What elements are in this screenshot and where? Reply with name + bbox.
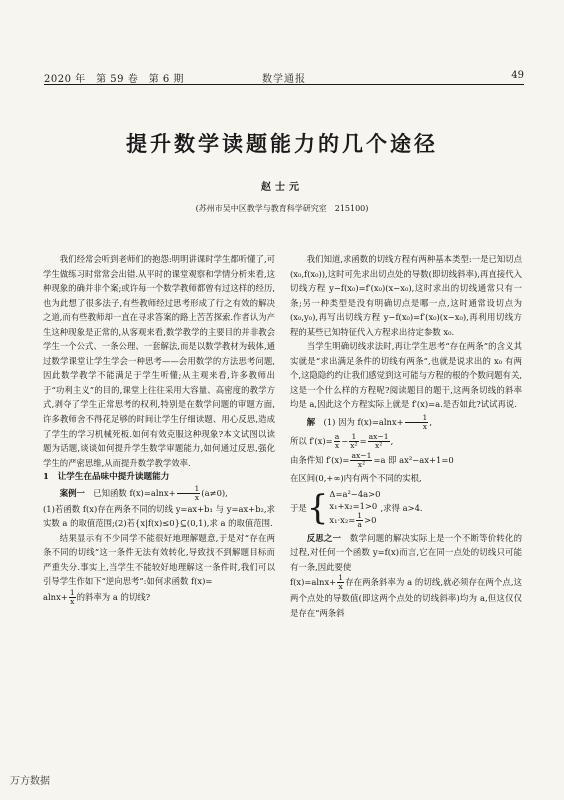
author-name: 赵士元: [261, 182, 303, 193]
reflection-paragraph: 反思之一 数学问题的解决实际上是一个不断等价转化的过程,对任何一个函数 y=f(x)而言,它在同一点处的切线只可能有一条,因此要使: [290, 532, 523, 572]
reflection-label: 反思之一: [306, 532, 342, 543]
interval-line: 在区间(0,+∞)内有两个不同的实根,: [290, 473, 422, 484]
analysis-continued: alnx+ $\frac{1}{x}$ 的斜率为 a 的切线?: [43, 588, 151, 607]
guidance-paragraph: 当学生明确切线求法时,再让学生思考“存在两条”的含义其实就是“求出满足条件的切线有两条”,也就是说求出的 x₀ 有两个,这隐隐约约让我们感觉到这可能与方程的根的个数问题有关,这是一个什么样的方程呢?阅读题目的题干,这两条切线的斜率均是 a,因此这个方程实际上就是 f′(x)=a.是否如此?试试再说.: [290, 341, 522, 410]
source-watermark: 万方数据: [10, 776, 50, 787]
issue-info: 2020 年 第 59 卷 第 6 期: [44, 74, 184, 85]
fraction: $\frac{1}{a}$: [357, 510, 363, 529]
tangent-types-paragraph: 我们知道,求函数的切线方程有两种基本类型:一是已知切点(x₀,f(x₀)),这时可先求出切点处的导数(即切线斜率),再直接代入切线方程 y−f(x₀)=f′(x₀)(x−x₀),这时求出的切线通常只有一条;另一种类型是没有明确切点是哪一点,这时通常设切点为(x₀,y₀),再写出切线方程 y−f(x₀)=f′(x₀)(x−x₀),再利用切线方程的某些已知特征代入方程求出待定参数 x₀.: [290, 254, 522, 337]
left-column: [43, 252, 275, 606]
example-questions: (1)若函数 f(x)存在两条不同的切线 y=ax+b₁ 与 y=ax+b₂,求实数 a 的取值范围;(2)若{x|f(x)≤0}⊆(0,1),求 a 的取值范围.: [43, 503, 275, 529]
fraction: $\frac{ax-1}{\text{x²}}$: [368, 432, 389, 451]
author-affiliation: (苏州市吴中区教学与教育科学研究室 215100): [195, 204, 369, 213]
fraction: $\frac{a}{x}$: [334, 432, 340, 451]
example-statement: [43, 485, 275, 502]
fraction: $\frac{1}{x}$: [338, 573, 344, 592]
fraction: $\frac{ax-1}{\text{x²}}$: [351, 451, 372, 470]
section-heading: 1 让学生在品味中提升读题能力: [43, 472, 170, 483]
solution-label: 解: [306, 417, 316, 428]
example-label: 案例一: [59, 487, 85, 498]
condition-line: 由条件知 f′(x)= $\frac{ax-1}{\text{x²}}$ =a 即 ax²−ax+1=0: [290, 451, 454, 470]
article-title: 提升数学读题能力的几个途径: [126, 131, 438, 156]
right-column: [290, 252, 522, 620]
journal-name: 数学通报: [262, 74, 306, 85]
solution-line: 解 (1) 因为 f(x)=alnx+ $\frac{1}{x}$ ,: [306, 413, 432, 432]
intro-paragraph: 我们经常会听到老师们的抱怨:明明讲课时学生都听懂了,可学生做练习时常常会出错.从平时的课堂观察和学情分析来看,这种现象的确并非个案;或许每一个数学教师都曾有过这样的经历,也为此想了很多法子,有些教师经过思考形成了行之有效的解决之道,而有些教师却一直在寻求答案的路上苦苦探索.作者认为产生这种现象是正常的,从客观来看,数学教学的主要目的并非教会学生一个公式、一条公理、一套解法,而是以数学教材为载体,通过数学课堂让学生学会一种思考——会用数学的方法思考问题,因此数学教学不能满足于学生听懂;从主观来看,许多教师出于“功利主义”的目的,课堂上往往采用大容量、高密度的教学方式,剥夺了学生正常思考的权利,特别是在数学问题的审题方面,许多教师舍不得花足够的时间让学生仔细读题、用心反思,造成了学生的学习机械死板.如何有效克服这种现象?本文试图以读题为话题,谈谈如何提升学生数学审题能力,如何通过反思,强化学生的严密思维,从而提升数学教学效率.: [43, 254, 275, 468]
fraction: $\frac{1}{x}$: [69, 588, 75, 607]
fraction: $\frac{1}{x}$: [405, 414, 429, 431]
derivative-line: 所以 f′(x)= $\frac{a}{x}$ − $\frac{1}{\text{x²}}$ = $\frac{ax-1}{\text{x²}}$ ,: [290, 432, 394, 451]
analysis-paragraph: 结果显示有不少同学不能很好地理解题意,于是对“存在两条不同的切线”这一条件无法有效转化,导致找不到解题目标而严重失分.事实上,当学生不能较好地理解这一条件时,我们可以引导学生作如下“逆向思考”:如何求函数 f(x)=: [43, 532, 275, 587]
running-header: [44, 68, 524, 85]
page-number: 49: [511, 70, 524, 81]
function-expr: f(x)=alnx+: [129, 487, 176, 498]
fraction: $\frac{1}{\text{x²}}$: [350, 432, 358, 451]
condition-text: (a≠0),: [201, 487, 228, 498]
equation-system: 于是 { Δ=a²−4a>0 x₁+x₂=1>0 x₁·x₂= $\frac{1}{a}$ >0 ,求得 a>4.: [290, 488, 423, 529]
fraction: $\frac{1}{x}$: [177, 485, 201, 502]
brace-symbol: {: [306, 488, 329, 529]
reflection-continued: f(x)=alnx+ $\frac{1}{x}$ 存在两条斜率为 a 的切线,就必须存在两个点,这两个点处的导数值(即这两个点处的切线斜率)均为 a,但这仅仅是存在“两条斜: [290, 573, 522, 618]
example-text: 已知函数: [93, 487, 127, 498]
